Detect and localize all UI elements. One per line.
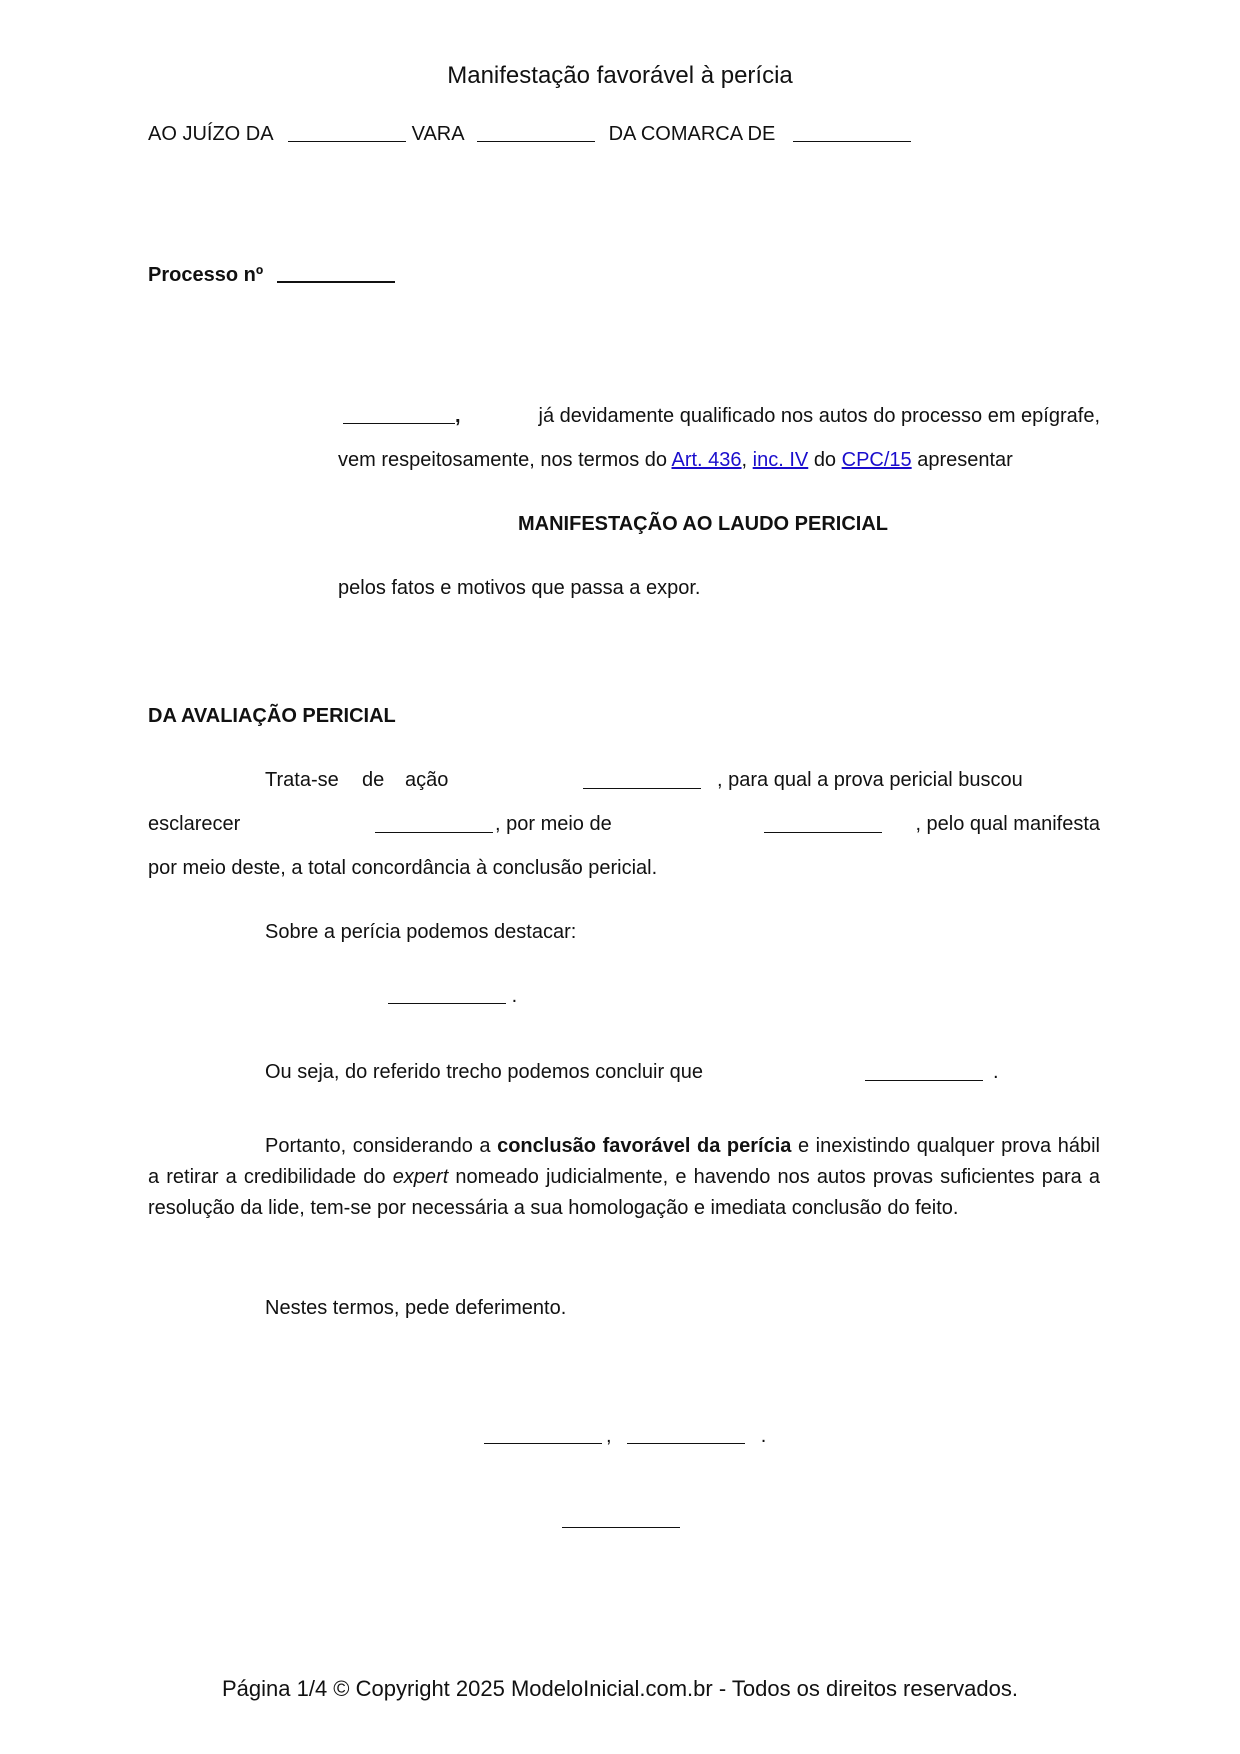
art-436-link[interactable]: Art. 436	[671, 449, 742, 471]
comarca-label: DA COMARCA DE	[608, 123, 776, 145]
vara-blank	[477, 127, 595, 142]
inc-iv-link[interactable]: inc. IV	[752, 449, 809, 471]
p4-mid: e inexistindo qualquer prova hábil a retirar a credibilidade do	[148, 1135, 1100, 1188]
p2-destacar: Sobre a perícia podemos destacar:	[265, 921, 577, 943]
party-comma: ,	[455, 405, 461, 427]
p1-word-de: de	[362, 769, 385, 791]
p3-period: .	[993, 1061, 999, 1083]
intro-line2-start: vem respeitosamente, nos termos do	[338, 449, 668, 471]
p4-bold: conclusão favorável da perícia	[497, 1135, 792, 1157]
date-period: .	[760, 1425, 767, 1447]
p1-esclarecer: esclarecer	[148, 813, 241, 835]
cpc-15-link[interactable]: CPC/15	[841, 449, 912, 471]
p4-start: Portanto, considerando a	[265, 1135, 491, 1157]
p1-acao-blank	[583, 774, 701, 789]
signature-blank	[562, 1513, 680, 1528]
p5-deferimento: Nestes termos, pede deferimento.	[265, 1297, 567, 1319]
p1-line-2	[148, 812, 1100, 836]
intro-do: do	[813, 449, 837, 471]
quote-blank	[388, 989, 506, 1004]
p1-word-acao: ação	[405, 769, 449, 791]
p3-line	[265, 1060, 1005, 1084]
court-header	[148, 122, 911, 146]
comarca-blank	[793, 127, 911, 142]
p1-por-meio: , por meio de	[495, 813, 612, 835]
p4-end: nomeado judicialmente, e havendo nos autos provas suficientes para a resolução da lide, tem-se por necessária a sua homologação e imediata conclusão do feito.	[148, 1166, 1100, 1219]
p1-meio-blank	[764, 818, 882, 833]
qualified-text: já devidamente qualificado nos autos do processo em epígrafe,	[538, 405, 1100, 427]
p1-tail: , para qual a prova pericial buscou	[717, 769, 1023, 791]
date-blank	[627, 1429, 745, 1444]
p3-blank	[865, 1066, 983, 1081]
vara-label: VARA	[411, 123, 464, 145]
process-label: Processo nº	[148, 264, 264, 286]
process-number	[148, 263, 395, 287]
intro-comma: ,	[741, 449, 748, 471]
p1-line-3: por meio deste, a total concordância à conclusão pericial.	[148, 857, 658, 879]
document-title: Manifestação favorável à perícia	[447, 62, 793, 89]
quote-line	[388, 984, 517, 1008]
p4-italic: expert	[392, 1166, 449, 1188]
process-blank	[277, 267, 395, 283]
ao-juizo-label: AO JUÍZO DA	[148, 123, 273, 145]
place-comma: ,	[606, 1425, 612, 1447]
intro-apresentar: apresentar	[917, 449, 1013, 471]
party-blank	[343, 409, 455, 424]
page-footer: Página 1/4 © Copyright 2025 ModeloInicial.com.br - Todos os direitos reservados.	[222, 1676, 1018, 1701]
p3-text: Ou seja, do referido trecho podemos concluir que	[265, 1061, 704, 1083]
signature-line	[562, 1508, 680, 1532]
p1-pelo-qual: , pelo qual manifesta	[915, 813, 1100, 835]
place-blank	[484, 1429, 602, 1444]
section-heading: DA AVALIAÇÃO PERICIAL	[148, 705, 396, 727]
intro-closing: pelos fatos e motivos que passa a expor.	[338, 577, 701, 599]
intro-line-1	[343, 404, 1100, 428]
p1-line-1	[265, 768, 1100, 792]
quote-period: .	[511, 985, 518, 1007]
intro-line-2	[338, 448, 1013, 472]
place-date-line	[484, 1424, 766, 1448]
p4-paragraph	[148, 1131, 1100, 1224]
juizo-blank	[288, 127, 406, 142]
p1-word-trata: Trata-se	[265, 769, 339, 791]
p1-esclarecer-blank	[375, 818, 493, 833]
manifestacao-heading: MANIFESTAÇÃO AO LAUDO PERICIAL	[518, 513, 888, 535]
